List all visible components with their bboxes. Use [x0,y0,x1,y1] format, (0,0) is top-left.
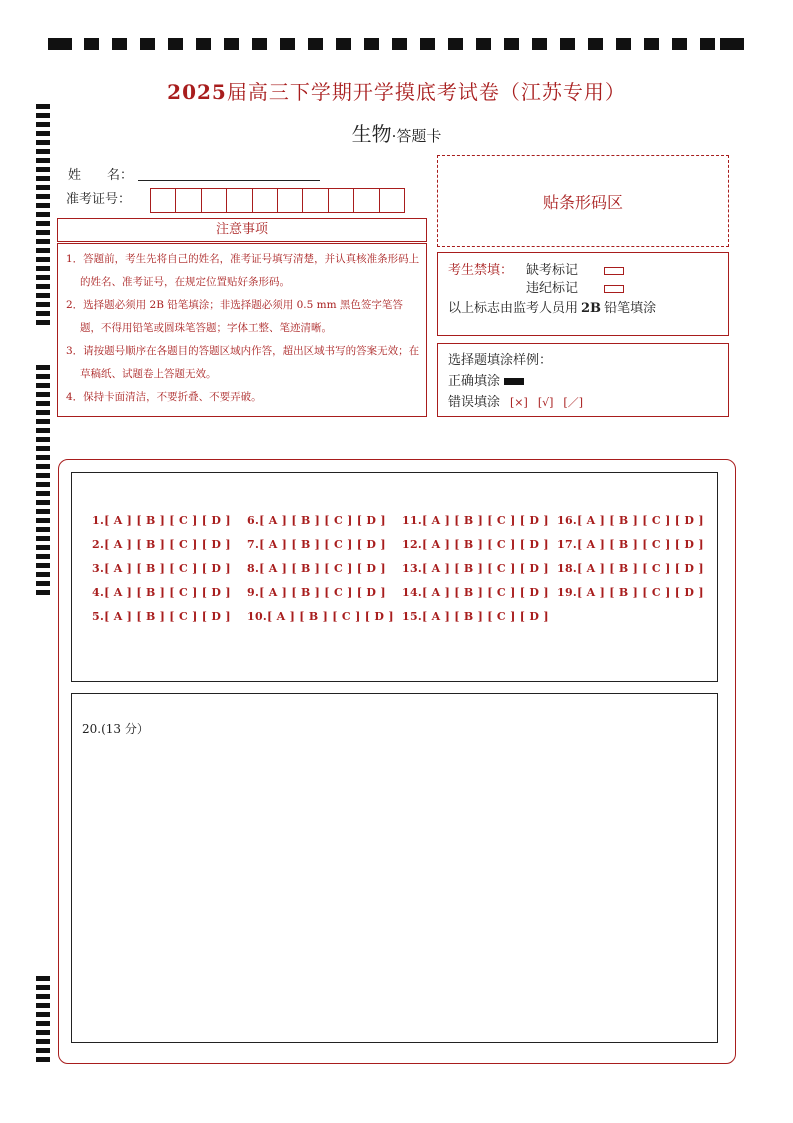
name-label: 姓 名： [68,168,134,183]
example-title: 选择题填涂样例： [448,353,553,368]
id-digit-box[interactable] [379,188,405,213]
choice-row[interactable]: 12.[ A ] [ B ] [ C ] [ D ] [402,538,549,551]
id-digit-box[interactable] [175,188,201,213]
fill-example-box [437,343,729,417]
timing-marks-top [48,38,744,52]
exam-year: 2025 [167,80,227,104]
notice-heading: 注意事项 [57,218,427,242]
choice-row[interactable]: 13.[ A ] [ B ] [ C ] [ D ] [402,562,549,575]
correct-label: 正确填涂 [448,374,501,389]
id-digit-box[interactable] [226,188,252,213]
forbid-note-bold: 2B [581,301,602,316]
notice-item: 1．答题前，考生先将自己的姓名，准考证号填写清楚，并认真核准条形码上的姓名、准考证号，在规定位置贴好条形码。 [66,253,420,288]
id-digit-box[interactable] [150,188,176,213]
subject-name: 生物 [351,122,392,146]
wrong-mark-cross: [×] [510,396,528,409]
id-digit-box[interactable] [201,188,227,213]
forbid-label: 考生禁填： [448,263,514,278]
absent-mark-label: 缺考标记 [526,263,579,278]
choice-row[interactable]: 2.[ A ] [ B ] [ C ] [ D ] [92,538,231,551]
notice-item: 4．保持卡面清洁，不要折叠、不要弄破。 [66,391,262,403]
wrong-label: 错误填涂 [448,395,501,410]
notice-body [57,243,427,417]
choice-column-1 [92,514,231,634]
choice-row[interactable]: 14.[ A ] [ B ] [ C ] [ D ] [402,586,549,599]
forbid-note-suffix: 铅笔填涂 [604,301,657,316]
choice-column-2 [247,514,394,634]
exam-id-boxes[interactable] [151,188,405,213]
subject-title [0,118,793,147]
name-input-line[interactable] [138,180,320,181]
id-digit-box[interactable] [302,188,328,213]
id-digit-box[interactable] [353,188,379,213]
notice-item: 2．选择题必须用 2B 铅笔填涂；非选择题必须用 0.5 mm 黑色签字笔答题，不得用铅笔或圆珠笔答题；字体工整、笔迹清晰。 [66,299,403,334]
choice-row[interactable]: 7.[ A ] [ B ] [ C ] [ D ] [247,538,386,551]
wrong-example [448,392,718,413]
choice-row[interactable]: 19.[ A ] [ B ] [ C ] [ D ] [557,586,704,599]
correct-example [448,371,718,392]
choice-column-4 [557,514,704,610]
choice-row[interactable]: 10.[ A ] [ B ] [ C ] [ D ] [247,610,394,623]
absent-mark-box[interactable] [604,267,624,275]
choice-row[interactable]: 11.[ A ] [ B ] [ C ] [ D ] [402,514,549,527]
choice-row[interactable]: 18.[ A ] [ B ] [ C ] [ D ] [557,562,704,575]
choice-row[interactable]: 9.[ A ] [ B ] [ C ] [ D ] [247,586,386,599]
wrong-mark-check: [√] [537,396,554,409]
barcode-label: 贴条形码区 [542,192,623,212]
exam-id-label: 准考证号： [66,192,132,207]
choice-row[interactable]: 5.[ A ] [ B ] [ C ] [ D ] [92,610,231,623]
wrong-mark-slash: [／] [563,396,584,409]
choice-row[interactable]: 15.[ A ] [ B ] [ C ] [ D ] [402,610,549,623]
id-digit-box[interactable] [252,188,278,213]
choice-row[interactable]: 4.[ A ] [ B ] [ C ] [ D ] [92,586,231,599]
forbid-note-prefix: 以上标志由监考人员用 [448,301,579,316]
violation-mark-box[interactable] [604,285,624,293]
filled-mark [504,378,524,385]
question-20-answer-box[interactable] [71,693,718,1043]
choice-row[interactable]: 17.[ A ] [ B ] [ C ] [ D ] [557,538,704,551]
question-20-label: 20.(13 分） [82,722,149,736]
id-digit-box[interactable] [328,188,354,213]
absent-mark-row [526,259,624,278]
choice-row[interactable]: 8.[ A ] [ B ] [ C ] [ D ] [247,562,386,575]
violation-mark-row [526,277,624,296]
violation-mark-label: 违纪标记 [526,281,579,296]
choice-row[interactable]: 1.[ A ] [ B ] [ C ] [ D ] [92,514,231,527]
forbid-note [448,297,718,315]
id-digit-box[interactable] [277,188,303,213]
proctor-only-box [437,252,729,336]
barcode-area [437,155,729,247]
exam-title [0,76,793,105]
choice-row[interactable]: 3.[ A ] [ B ] [ C ] [ D ] [92,562,231,575]
choice-column-3 [402,514,549,634]
timing-marks-left-lower [36,976,52,1066]
notice-item: 3．请按题号顺序在各题目的答题区域内作答，超出区域书写的答案无效；在草稿纸、试题卷上答题无效。 [66,345,420,380]
timing-marks-left-middle [36,365,52,599]
multiple-choice-section [71,472,718,682]
exam-title-text: 届高三下学期开学摸底考试卷（江苏专用） [226,80,626,104]
subject-suffix: ·答题卡 [391,127,442,145]
choice-row[interactable]: 6.[ A ] [ B ] [ C ] [ D ] [247,514,386,527]
choice-row[interactable]: 16.[ A ] [ B ] [ C ] [ D ] [557,514,704,527]
